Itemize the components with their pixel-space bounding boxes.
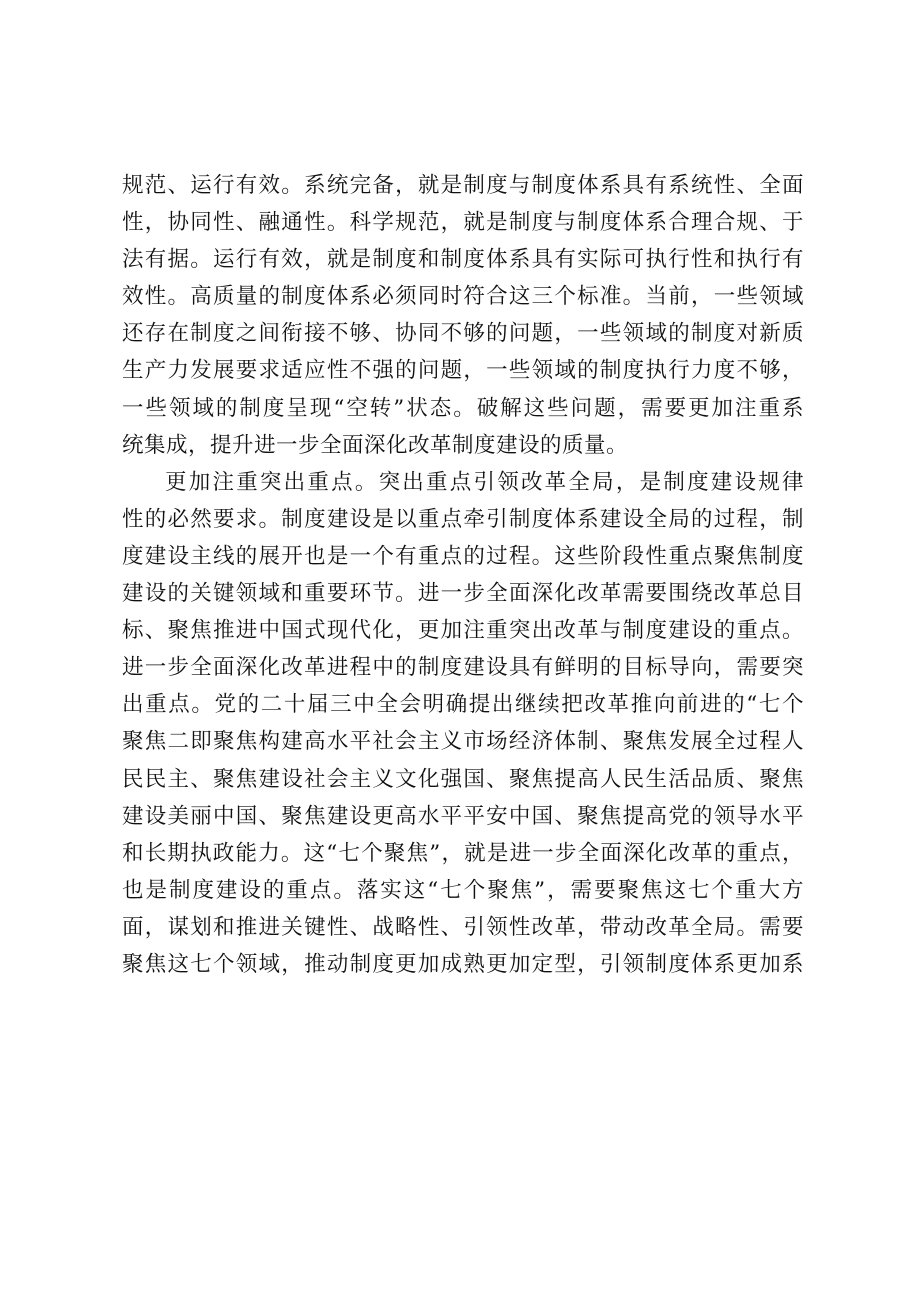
text-line: 出重点。党的二十届三中全会明确提出继续把改革推向前进的“七个 xyxy=(122,692,804,718)
text-line: 民民主、聚焦建设社会主义文化强国、聚焦提高人民生活品质、聚焦 xyxy=(122,766,804,792)
paragraph-first-line: 更加注重突出重点。突出重点引领改革全局，是制度建设规律 xyxy=(165,469,804,495)
body-text xyxy=(122,167,804,983)
text-line: 聚焦二即聚焦构建高水平社会主义市场经济体制、聚焦发展全过程人 xyxy=(122,729,804,755)
text-line: 一些领域的制度呈现“空转”状态。破解这些问题，需要更加注重系 xyxy=(122,395,804,421)
text-line: 和长期执政能力。这“七个聚焦”，就是进一步全面深化改革的重点， xyxy=(122,840,804,866)
text-line: 效性。高质量的制度体系必须同时符合这三个标准。当前，一些领域 xyxy=(122,284,804,310)
text-line: 性的必然要求。制度建设是以重点牵引制度体系建设全局的过程，制 xyxy=(122,506,804,532)
text-line: 进一步全面深化改革进程中的制度建设具有鲜明的目标导向，需要突 xyxy=(122,655,804,681)
text-line: 面，谋划和推进关键性、战略性、引领性改革，带动改革全局。需要 xyxy=(122,914,804,940)
text-line: 统集成，提升进一步全面深化改革制度建设的质量。 xyxy=(122,432,629,458)
text-line: 度建设主线的展开也是一个有重点的过程。这些阶段性重点聚焦制度 xyxy=(122,543,804,569)
text-line: 建设美丽中国、聚焦建设更高水平平安中国、聚焦提高党的领导水平 xyxy=(122,803,804,829)
text-line: 法有据。运行有效，就是制度和制度体系具有实际可执行性和执行有 xyxy=(122,247,804,273)
text-line: 也是制度建设的重点。落实这“七个聚焦”，需要聚焦这七个重大方 xyxy=(122,877,804,903)
text-line: 还存在制度之间衔接不够、协同不够的问题，一些领域的制度对新质 xyxy=(122,321,804,347)
text-line: 性，协同性、融通性。科学规范，就是制度与制度体系合理合规、于 xyxy=(122,210,804,236)
text-line: 聚焦这七个领域，推动制度更加成熟更加定型，引领制度体系更加系 xyxy=(122,951,804,977)
text-line: 规范、运行有效。系统完备，就是制度与制度体系具有系统性、全面 xyxy=(122,173,804,198)
text-line: 标、聚焦推进中国式现代化，更加注重突出改革与制度建设的重点。 xyxy=(122,618,804,644)
text-line: 建设的关键领域和重要环节。进一步全面深化改革需要围绕改革总目 xyxy=(122,581,804,607)
text-line: 生产力发展要求适应性不强的问题，一些领域的制度执行力度不够， xyxy=(122,358,804,384)
